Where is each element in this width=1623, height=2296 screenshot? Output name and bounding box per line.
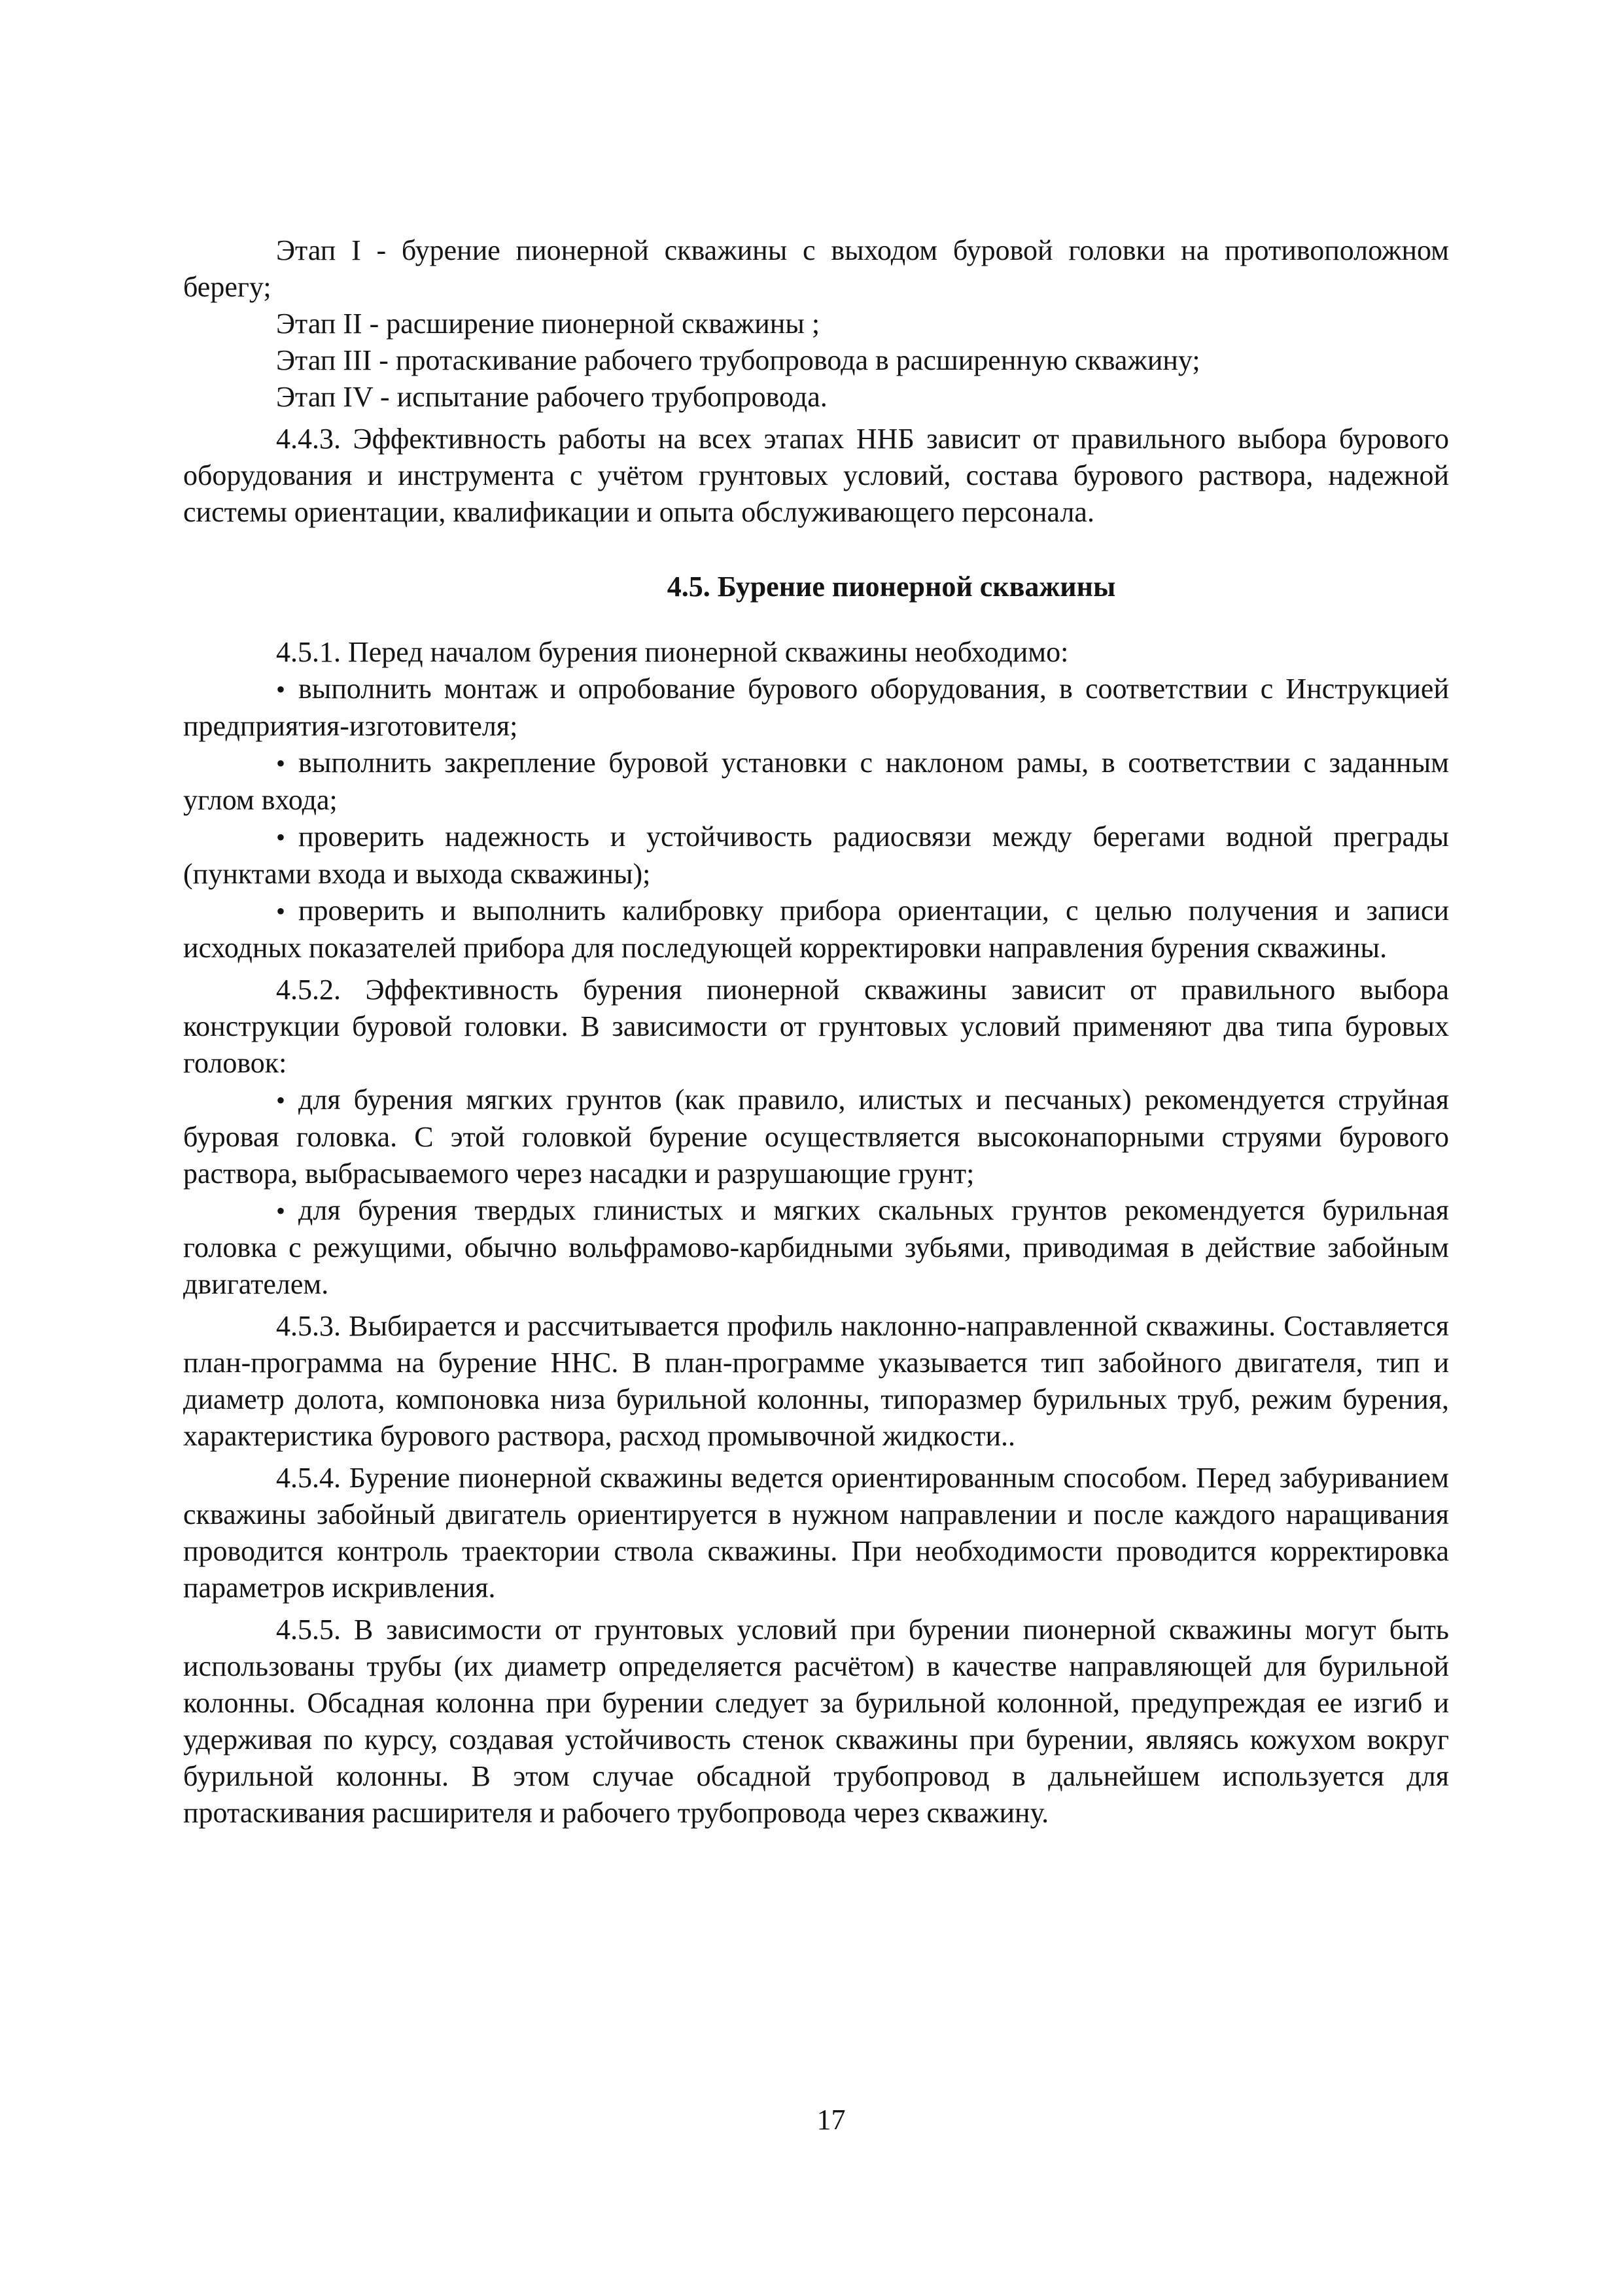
paragraph-4-5-4: 4.5.4. Бурение пионерной скважины ведется ориентированным способом. Перед забуриванием скважины забойный двигатель ориентируется в нужном направлении и после каждого наращивания проводится контроль траектории ствола скважины. При необходимости проводится корректировка параметров искривления. (183, 1462, 1449, 1604)
stage-4: Этап IV - испытание рабочего трубопровода. (276, 381, 828, 413)
stage-1: Этап I - бурение пионерной скважины с выходом буровой головки на противоположном берегу; (183, 234, 1449, 303)
bullet-text: выполнить монтаж и опробование бурового оборудования, в соответствии с Инструкцией предприятия-изготовителя; (183, 673, 1449, 742)
bullet-item (183, 671, 1449, 745)
bullet-item (183, 1082, 1449, 1192)
bullet-text: проверить и выполнить калибровку прибора ориентации, с целью получения и записи исходных показателей прибора для последующей корректировки направления бурения скважины. (183, 894, 1449, 964)
page-number: 17 (816, 2104, 846, 2136)
bullet-item (183, 892, 1449, 966)
document-page (183, 232, 1449, 1831)
bullet-text: проверить надежность и устойчивость радиосвязи между берегами водной преграды (пунктами входа и выхода скважины); (183, 821, 1449, 890)
bullet-item (183, 1192, 1449, 1303)
stage-3: Этап III - протаскивание рабочего трубопровода в расширенную скважину; (276, 344, 1200, 376)
paragraph-4-5-2: 4.5.2. Эффективность бурения пионерной скважины зависит от правильного выбора конструкции буровой головки. В зависимости от грунтовых условий применяют два типа буровых головок: (183, 974, 1449, 1079)
paragraph-4-5-5: 4.5.5. В зависимости от грунтовых условий при бурении пионерной скважины могут быть использованы трубы (их диаметр определяется расчётом) в качестве направляющей для бурильной колонны. Обсадная колонна при бурении следует за бурильной колонной, предупреждая ее изгиб и удерживая по курсу, создавая устойчивость стенок скважины при бурении, являясь кожухом вокруг бурильной колонны. В этом случае обсадной трубопровод в дальнейшем используется для протаскивания расширителя и рабочего трубопровода через скважину. (183, 1614, 1449, 1829)
bullet-text: выполнить закрепление буровой установки с наклоном рамы, в соответствии с заданным углом входа; (183, 747, 1449, 816)
section-heading-4-5: 4.5. Бурение пионерной скважины (667, 571, 1116, 603)
bullet-icon: • (276, 896, 286, 926)
bullet-icon: • (276, 675, 286, 704)
bullet-icon: • (276, 822, 286, 852)
bullet-icon: • (276, 1196, 286, 1226)
paragraph-4-4-3: 4.4.3. Эффективность работы на всех этапах ННБ зависит от правильного выбора бурового оборудования и инструмента с учётом грунтовых условий, состава бурового раствора, надежной системы ориентации, квалификации и опыта обслуживающего персонала. (183, 423, 1449, 528)
paragraph-4-5-3: 4.5.3. Выбирается и рассчитывается профиль наклонно-направленной скважины. Составляется план-программа на бурение ННС. В план-программе указывается тип забойного двигателя, тип и диаметр долота, компоновка низа бурильной колонны, типоразмер бурильных труб, режим бурения, характеристика бурового раствора, расход промывочной жидкости.. (183, 1310, 1449, 1452)
bullet-item (183, 745, 1449, 819)
bullet-icon: • (276, 749, 286, 778)
bullet-text: для бурения мягких грунтов (как правило, илистых и песчаных) рекомендуется струйная буровая головка. С этой головкой бурение осуществляется высоконапорными струями бурового раствора, выбрасываемого через насадки и разрушающие грунт; (183, 1084, 1449, 1190)
bullet-text: для бурения твердых глинистых и мягких скальных грунтов рекомендуется бурильная головка с режущими, обычно вольфрамово-карбидными зубьями, приводимая в действие забойным двигателем. (183, 1194, 1449, 1300)
stage-2: Этап II - расширение пионерной скважины ; (276, 308, 820, 340)
bullet-item (183, 819, 1449, 892)
paragraph-4-5-1: 4.5.1. Перед началом бурения пионерной скважины необходимо: (276, 636, 1069, 668)
bullet-icon: • (276, 1086, 286, 1115)
